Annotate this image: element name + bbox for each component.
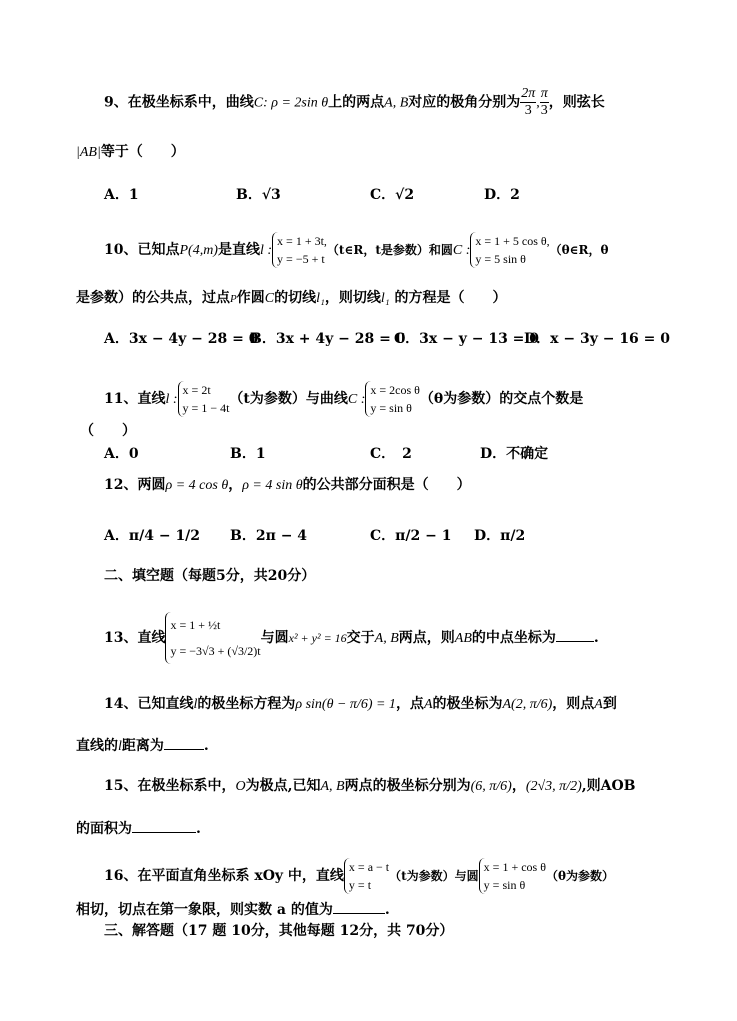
q15-text: 为极点,已知 [245, 778, 321, 794]
q12-option-b: B．2π − 4 [230, 528, 308, 544]
q10-point-p: P [230, 293, 237, 305]
q13-text: 交于 [346, 630, 375, 646]
q11-text: （t为参数）与曲线 [229, 391, 348, 407]
q10-text: ，则切线 [324, 290, 381, 306]
q14-text: 到 [602, 696, 617, 712]
q14-period: . [203, 738, 209, 754]
q10-option-c: C．3x − y − 13 = 0 [394, 331, 540, 347]
q13-circle: x² + y² = 16 [288, 631, 347, 645]
q11-option-c: C． 2 [370, 446, 412, 462]
q12-text: 的公共部分面积是（ ） [302, 477, 471, 493]
q14-text: 距离为 [121, 738, 164, 754]
q10-text: 是参数）的公共点，过点 [76, 290, 230, 306]
q15-text: 的面积为 [76, 821, 132, 837]
q10-system-line: x = 1 + 3t, y = −5 + t [272, 232, 327, 268]
q11-paren: （ ） [80, 423, 136, 439]
q9-number: 9、 [104, 94, 128, 111]
q11-option-d: D．不确定 [480, 446, 549, 462]
q11-line1 [104, 381, 583, 417]
q13-line1 [104, 612, 599, 664]
q16-text: 在平面直角坐标系 xOy 中，直线 [137, 868, 344, 884]
q10-line-name: l : [259, 243, 273, 258]
q9-text: 在极坐标系中，曲线 [127, 94, 254, 111]
q14-text: ，则点 [552, 696, 595, 712]
q15-period: . [196, 821, 201, 837]
q15-points: A, B [320, 779, 345, 794]
q14-text: 已知直线 [137, 696, 194, 712]
q13-text: 与圆 [260, 630, 289, 646]
q16-answer-blank[interactable] [333, 913, 385, 914]
q9-comma: , [536, 95, 540, 111]
q9-option-c: C．√2 [370, 187, 415, 203]
q14-line-l: l [118, 739, 122, 754]
q12-circle-2: ρ = 4 sin θ [242, 478, 303, 493]
q14-text: 的极坐标为 [432, 696, 503, 712]
q14-point-a: A [423, 697, 433, 712]
q12-option-d: D．π/2 [474, 528, 526, 544]
q10-text: 是直线 [217, 242, 260, 258]
q9-option-b: B．√3 [236, 187, 281, 203]
q10-text: 的方程是（ ） [389, 290, 507, 306]
q13-text: 的中点坐标为 [471, 630, 556, 646]
q9-option-a: A．1 [104, 187, 139, 203]
q13-number: 13、 [104, 630, 138, 646]
q13-segment: AB [454, 631, 472, 646]
q9-text: ，则弦长 [548, 94, 605, 111]
q10-system-circle: x = 1 + 5 cos θ, y = 5 sin θ [470, 232, 549, 268]
q16-system-line: x = a − t y = t [344, 858, 389, 894]
q14-coordinate: A(2, π/6) [502, 697, 553, 712]
q9-line2 [76, 142, 185, 163]
q16-line1 [104, 858, 614, 894]
q16-period: . [384, 902, 390, 918]
section-3-heading: 三、解答题（17 题 10分，其他每题 12分，共 70分） [104, 923, 454, 939]
q9-text: 上的两点 [328, 94, 385, 111]
q14-text: 直线的 [76, 738, 118, 754]
q10-text: （θ∈R，θ [549, 243, 609, 257]
q13-text: 两点，则 [398, 630, 455, 646]
q10-text: 的切线 [274, 290, 317, 306]
q14-equation: ρ sin(θ − π/6) = 1 [295, 697, 396, 712]
q14-number: 14、 [104, 696, 138, 712]
q14-point-a: A [594, 697, 603, 712]
q10-text: 作圆 [236, 290, 265, 306]
q12-circle-1: ρ = 4 cos θ [165, 478, 229, 493]
q11-text: 直线 [137, 391, 166, 407]
q10-circle-c: C [264, 291, 275, 306]
q9-fraction-2: $\frac{\pi}{3}$ [540, 86, 548, 118]
q14-line-l: l [193, 697, 198, 712]
q14-line1 [104, 694, 617, 715]
q9-equation: ρ = 2sin θ [271, 95, 329, 111]
q10-text: 已知点 [137, 242, 180, 258]
q10-option-a: A．3x − 4y − 28 = 0 [104, 331, 259, 347]
q16-line2 [76, 900, 390, 920]
q14-text: ，点 [395, 696, 424, 712]
q15-text: 在极坐标系中， [137, 778, 236, 794]
q10-tangent: l₁ [316, 291, 325, 306]
q15-coord-b: (2√3, π/2) [525, 779, 582, 794]
q15-origin: O [235, 779, 246, 794]
q11-curve-name: C : [347, 392, 366, 407]
q10-number: 10、 [104, 242, 138, 258]
q14-text: 的极坐标方程为 [197, 696, 296, 712]
q9-option-d: D．2 [484, 187, 520, 203]
q12-text: ， [228, 477, 243, 493]
q16-text: （t为参数）与圆 [389, 869, 479, 883]
q9-line1 [104, 86, 605, 119]
q11-option-a: A．0 [104, 446, 139, 462]
q15-text: 两点的极坐标分别为 [344, 778, 471, 794]
q10-option-b: B．3x + 4y − 28 = 0 [250, 331, 406, 347]
q11-number: 11、 [104, 391, 138, 407]
q10-point: P(4,m) [179, 243, 218, 258]
q15-line2 [76, 819, 201, 839]
q11-line2 [80, 421, 136, 441]
q11-system-curve: x = 2cos θ y = sin θ [365, 381, 420, 417]
q10-tangent: l₁ [380, 291, 390, 306]
q12-option-a: A．π/4 − 1/2 [104, 528, 201, 544]
q16-text: （θ为参数） [545, 869, 614, 883]
q9-chord-ab: |AB| [76, 145, 101, 160]
q9-points: A, B [384, 95, 409, 111]
q15-text: ， [511, 778, 526, 794]
q10-line1 [104, 232, 609, 268]
q11-system-line: x = 2t y = 1 − 4t [178, 381, 230, 417]
q14-line2 [76, 736, 209, 757]
q12-number: 12、 [104, 477, 138, 493]
q15-answer-blank[interactable] [132, 832, 196, 833]
q10-circle-name: C : [452, 243, 471, 258]
q12-line1 [104, 475, 471, 496]
q12-text: 两圆 [137, 477, 166, 493]
q10-option-d: D．x − 3y − 16 = 0 [524, 331, 671, 347]
q9-text: 等于（ ） [100, 144, 185, 160]
q14-answer-blank[interactable] [164, 749, 204, 750]
section-2-heading: 二、填空题（每题5分，共20分） [104, 568, 316, 584]
q12-option-c: C．π/2 − 1 [370, 528, 452, 544]
q15-line1 [104, 776, 636, 797]
q11-line-name: l : [165, 392, 178, 407]
q13-points: A, B [374, 631, 399, 646]
q10-text: （t∈R，t是参数）和圆 [326, 243, 453, 257]
q11-option-b: B．1 [230, 446, 266, 462]
q9-fraction-1: $\frac{2\pi}{3}$ [521, 86, 536, 118]
q13-answer-blank[interactable] [556, 641, 594, 642]
q16-text: 相切，切点在第一象限，则实数 a 的值为 [76, 902, 333, 918]
q13-text: 直线 [137, 630, 166, 646]
q10-line2 [76, 288, 506, 309]
q9-text: 对应的极角分别为 [408, 94, 521, 111]
q15-coord-a: (6, π/6) [470, 779, 512, 794]
q16-system-circle: x = 1 + cos θ y = sin θ [479, 858, 546, 894]
q13-period: . [593, 630, 599, 646]
q15-text: ,则AOB [581, 778, 636, 794]
q11-text: （θ为参数）的交点个数是 [419, 391, 584, 407]
q9-curve: C: [253, 95, 272, 111]
q16-number: 16、 [104, 868, 138, 884]
q13-system: x = 1 + ½t y = −3√3 + (√3/2)t [165, 612, 260, 664]
q15-number: 15、 [104, 778, 138, 794]
